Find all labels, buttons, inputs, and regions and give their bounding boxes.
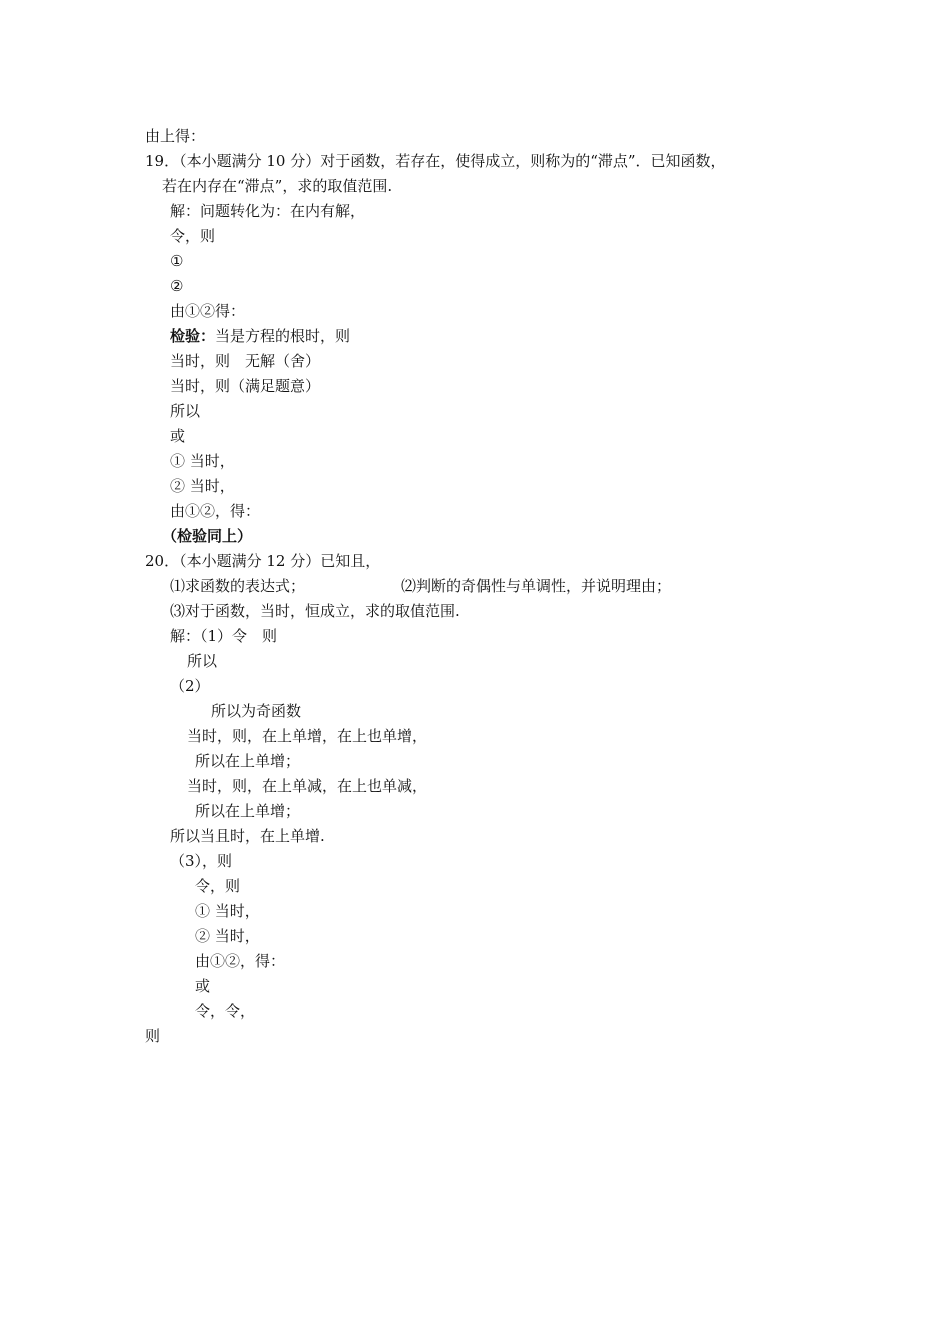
- text-line: 或: [195, 977, 211, 995]
- part-2: ⑵判断的奇偶性与单调性，并说明理由；: [401, 577, 672, 595]
- text-line: ① 当时，: [195, 902, 260, 920]
- problem-20-heading: 20．（本小题满分 12 分）已知且，: [145, 552, 381, 570]
- text-line: 所以: [187, 652, 218, 670]
- text-line: 所以: [170, 402, 201, 420]
- text-line: 解：（1）令 则: [170, 627, 278, 645]
- text-line: 解：问题转化为：在内有解，: [170, 202, 366, 220]
- check-same-note: （检验同上）: [162, 527, 253, 545]
- text-line: ① 当时，: [170, 452, 235, 470]
- text-line: 所以为奇函数: [211, 702, 302, 720]
- text-line: 或: [170, 427, 186, 445]
- text-line: 当时，则（满足题意）: [170, 377, 321, 395]
- text-line: 当时，则，在上单增，在上也单增，: [187, 727, 428, 745]
- text-line: 则: [145, 1027, 161, 1045]
- text-line: 令，则: [170, 227, 216, 245]
- check-text: 当是方程的根时，则: [215, 327, 351, 345]
- part-1: ⑴求函数的表达式；: [170, 577, 306, 595]
- text-line: （2）: [170, 677, 210, 695]
- part-3: ⑶对于函数，当时，恒成立，求的取值范围.: [170, 602, 460, 620]
- text-line: 由①②得：: [170, 302, 246, 320]
- text-line: 令，则: [195, 877, 241, 895]
- problem-19-text: 若在内存在“滞点”，求的取值范围.: [162, 177, 393, 195]
- check-line: [170, 326, 350, 346]
- text-line: 由上得：: [145, 127, 206, 145]
- check-label: 检验：: [170, 327, 216, 345]
- text-line: 由①②，得：: [170, 502, 261, 520]
- text-line: ② 当时，: [195, 927, 260, 945]
- text-line: 令，令，: [195, 1002, 256, 1020]
- text-line: ② 当时，: [170, 477, 235, 495]
- text-line: 由①②，得：: [195, 952, 286, 970]
- problem-19-heading: 19．（本小题满分 10 分）对于函数，若存在，使得成立，则称为的“滞点”．已知函数，: [145, 152, 726, 170]
- text-line: 当时，则 无解（舍）: [170, 352, 321, 370]
- text-line: （3），则: [170, 852, 233, 870]
- problem-20-parts: [170, 576, 671, 596]
- text-line: 所以在上单增；: [195, 802, 301, 820]
- text-line: 当时，则，在上单减，在上也单减，: [187, 777, 428, 795]
- text-line: ①: [170, 252, 184, 270]
- text-line: 所以在上单增；: [195, 752, 301, 770]
- text-line: ②: [170, 277, 184, 295]
- text-line: 所以当且时，在上单增.: [170, 827, 325, 845]
